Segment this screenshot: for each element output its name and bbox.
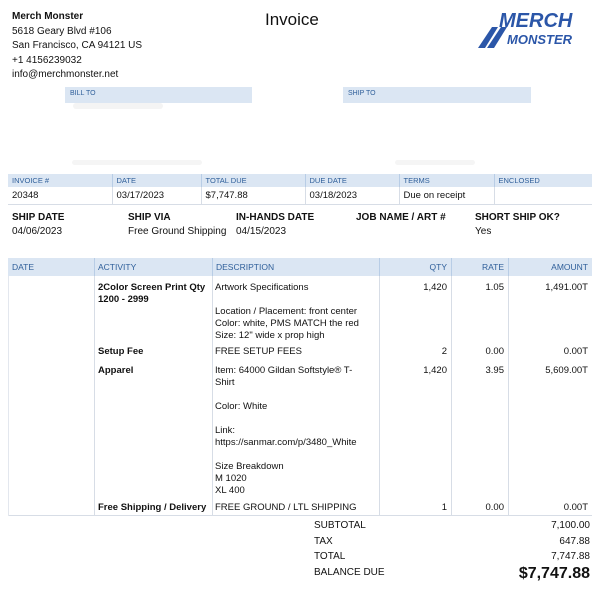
column-divider bbox=[8, 276, 9, 516]
description-line: XL 400 bbox=[215, 485, 245, 496]
invoice-summary-header-row bbox=[8, 174, 592, 187]
item-qty: 1,420 bbox=[423, 282, 447, 293]
column-divider bbox=[451, 276, 452, 516]
col-header-amount: AMOUNT bbox=[508, 258, 592, 276]
item-amount: 0.00T bbox=[563, 502, 588, 513]
balance-due-label: BALANCE DUE bbox=[314, 566, 385, 578]
invoice-number: 20348 bbox=[8, 187, 112, 204]
subtotal-row bbox=[314, 520, 592, 536]
description-line: Color: white, PMS MATCH the red bbox=[215, 318, 359, 329]
line-items-body bbox=[8, 276, 592, 516]
item-activity: Free Shipping / Delivery bbox=[98, 502, 207, 513]
company-address-line1: 5618 Geary Blvd #106 bbox=[12, 25, 112, 37]
column-divider bbox=[94, 276, 95, 516]
ship-date-value: 04/06/2023 bbox=[12, 226, 63, 237]
invoice-summary-values-row bbox=[8, 187, 592, 204]
enclosed bbox=[494, 187, 592, 204]
tax-label: TAX bbox=[314, 535, 333, 547]
subtotal-value: 7,100.00 bbox=[551, 520, 590, 531]
column-divider bbox=[379, 276, 380, 516]
redacted-address-left bbox=[72, 160, 202, 165]
description-line: Link: bbox=[215, 425, 236, 436]
description-line: Item: 64000 Gildan Softstyle® T- bbox=[215, 365, 353, 376]
item-qty: 2 bbox=[441, 346, 447, 357]
col-header-qty: QTY bbox=[379, 258, 451, 276]
ship-via-value: Free Ground Shipping bbox=[128, 226, 227, 237]
description-line: Location / Placement: front center bbox=[215, 306, 358, 317]
job-name-label: JOB NAME / ART # bbox=[356, 212, 446, 223]
description-line bbox=[215, 294, 377, 306]
redacted-bill-to bbox=[73, 103, 163, 109]
item-rate: 1.05 bbox=[485, 282, 504, 293]
document-title: Invoice bbox=[265, 10, 319, 29]
description-line: Shirt bbox=[215, 377, 235, 388]
item-activity: Setup Fee bbox=[98, 346, 144, 357]
description-line: FREE GROUND / LTL SHIPPING bbox=[215, 502, 357, 513]
col-header-description: DESCRIPTION bbox=[212, 258, 274, 276]
description-line bbox=[215, 413, 377, 425]
total-value: 7,747.88 bbox=[551, 551, 590, 562]
terms: Due on receipt bbox=[399, 187, 494, 204]
description-line: Artwork Specifications bbox=[215, 282, 309, 293]
column-divider bbox=[508, 276, 509, 516]
item-amount: 5,609.00T bbox=[545, 365, 588, 376]
company-name: Merch Monster bbox=[12, 11, 84, 22]
bill-to-header: BILL TO bbox=[65, 87, 252, 103]
in-hands-date-label: IN-HANDS DATE bbox=[236, 212, 315, 223]
total-label: TOTAL bbox=[314, 551, 346, 562]
description-line: Size: 12" wide x prop high bbox=[215, 330, 325, 341]
description-line: Color: White bbox=[215, 401, 268, 412]
ship-date-label: SHIP DATE bbox=[12, 212, 65, 223]
company-info bbox=[12, 10, 142, 83]
description-line: https://sanmar.com/p/3480_White bbox=[215, 437, 357, 448]
item-description bbox=[215, 282, 377, 342]
item-description bbox=[215, 502, 377, 514]
column-divider bbox=[212, 276, 213, 516]
item-rate: 3.95 bbox=[485, 365, 504, 376]
description-line bbox=[215, 389, 377, 401]
subtotal-label: SUBTOTAL bbox=[314, 520, 366, 531]
header-terms: TERMS bbox=[399, 174, 494, 187]
ship-via-label: SHIP VIA bbox=[128, 212, 171, 223]
description-line: M 1020 bbox=[215, 473, 247, 484]
header-enclosed: ENCLOSED bbox=[494, 174, 592, 187]
company-phone: +1 4156239032 bbox=[12, 54, 82, 66]
item-description bbox=[215, 365, 377, 497]
header-date: DATE bbox=[112, 174, 201, 187]
tax-row bbox=[314, 536, 592, 552]
logo-text-line1: MERCH bbox=[499, 10, 573, 32]
line-items-header bbox=[8, 258, 592, 276]
item-activity: 2Color Screen Print Qty 1200 - 2999 bbox=[98, 282, 206, 305]
tax-value: 647.88 bbox=[559, 535, 590, 547]
item-rate: 0.00 bbox=[485, 346, 504, 357]
invoice-summary-table bbox=[8, 174, 592, 205]
item-activity: Apparel bbox=[98, 365, 134, 376]
company-address-line2: San Francisco, CA 94121 US bbox=[12, 40, 143, 52]
item-qty: 1 bbox=[441, 502, 447, 513]
total-due: $7,747.88 bbox=[201, 187, 305, 204]
company-email: info@merchmonster.net bbox=[12, 69, 119, 81]
balance-due-value: $7,747.88 bbox=[518, 564, 590, 582]
description-line bbox=[215, 449, 377, 461]
col-header-rate: RATE bbox=[451, 258, 508, 276]
item-description bbox=[215, 346, 377, 358]
item-amount: 0.00T bbox=[563, 346, 588, 357]
item-amount: 1,491.00T bbox=[545, 282, 588, 293]
ship-to-header: SHIP TO bbox=[343, 87, 531, 103]
item-qty: 1,420 bbox=[423, 365, 447, 376]
balance-due-row bbox=[314, 564, 592, 583]
in-hands-date-value: 04/15/2023 bbox=[236, 226, 287, 237]
redacted-address-right bbox=[395, 160, 475, 165]
invoice-date: 03/17/2023 bbox=[112, 187, 201, 204]
col-header-activity: ACTIVITY bbox=[94, 258, 136, 276]
logo-text-line2: MONSTER bbox=[507, 32, 572, 47]
col-header-date: DATE bbox=[12, 262, 35, 272]
short-ship-value: Yes bbox=[475, 226, 492, 237]
description-line: Size Breakdown bbox=[215, 461, 284, 472]
header-total-due: TOTAL DUE bbox=[201, 174, 305, 187]
header-due-date: DUE DATE bbox=[305, 174, 399, 187]
due-date: 03/18/2023 bbox=[305, 187, 399, 204]
description-line: FREE SETUP FEES bbox=[215, 346, 302, 357]
header-invoice-number: INVOICE # bbox=[8, 174, 112, 187]
totals-section bbox=[314, 520, 592, 582]
merch-monster-logo bbox=[478, 8, 590, 48]
short-ship-label: SHORT SHIP OK? bbox=[475, 212, 560, 223]
item-rate: 0.00 bbox=[485, 502, 504, 513]
